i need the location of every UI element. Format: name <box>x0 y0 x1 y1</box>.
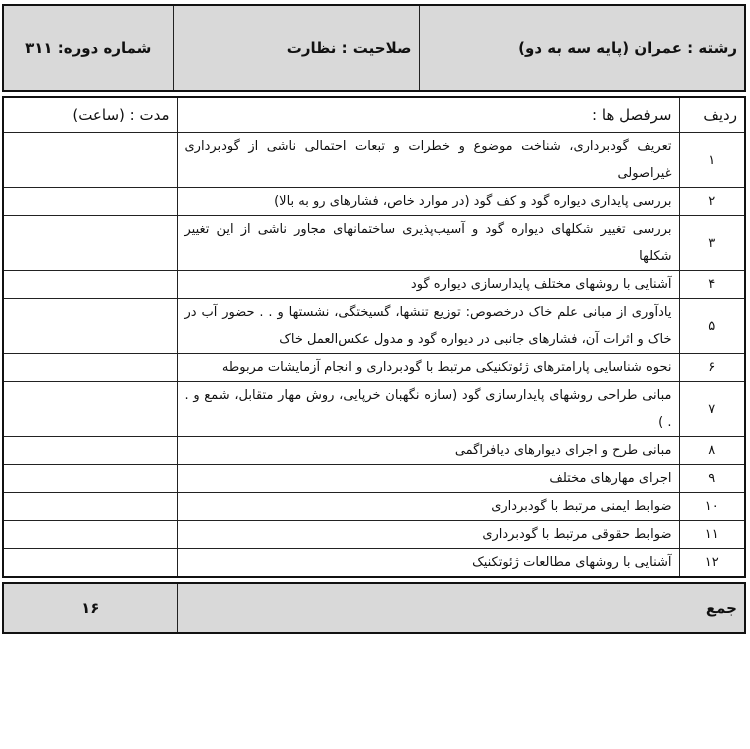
topics-header: سرفصل ها : <box>177 97 679 133</box>
table-row <box>3 216 745 271</box>
row-hours <box>3 133 177 188</box>
row-hours <box>3 216 177 271</box>
topics-body <box>3 133 745 578</box>
topic-text: مبانی طراحی روشهای پایدارسازی گود (سازه نگهبان خرپایی، روش مهار متقابل، شمع و . . ) <box>177 382 679 437</box>
row-number-header: ردیف <box>679 97 745 133</box>
topic-text: ضوابط حقوقی مرتبط با گودبرداری <box>177 521 679 549</box>
row-hours <box>3 521 177 549</box>
topics-table <box>2 96 746 578</box>
row-number: ۴ <box>679 271 745 299</box>
total-hours: ۱۶ <box>3 583 177 633</box>
row-hours <box>3 299 177 354</box>
syllabus-document <box>4 4 746 634</box>
row-number: ۶ <box>679 354 745 382</box>
row-number: ۳ <box>679 216 745 271</box>
row-number: ۷ <box>679 382 745 437</box>
topic-text: یادآوری از مبانی علم خاک درخصوص: توزیع تنشها، گسیختگی، نشستها و . . حضور آب در خاک و اثرات آن، فشارهای جانبی در دیواره گود و مدول عکس‌العمل خاک <box>177 299 679 354</box>
topic-text: آشنایی با روشهای مطالعات ژئوتکنیک <box>177 549 679 578</box>
table-row <box>3 271 745 299</box>
topic-text: نحوه شناسایی پارامترهای ژئوتکنیکی مرتبط با گودبرداری و انجام آزمایشات مربوطه <box>177 354 679 382</box>
table-row <box>3 382 745 437</box>
table-row <box>3 493 745 521</box>
topic-text: اجرای مهارهای مختلف <box>177 465 679 493</box>
row-number: ۱۱ <box>679 521 745 549</box>
field-label: رشته : عمران (پایه سه به دو) <box>419 5 745 91</box>
row-number: ۸ <box>679 437 745 465</box>
topic-text: تعریف گودبرداری، شناخت موضوع و خطرات و تبعات احتمالی ناشی از گودبرداری غیراصولی <box>177 133 679 188</box>
row-hours <box>3 271 177 299</box>
row-number: ۱۰ <box>679 493 745 521</box>
row-hours <box>3 465 177 493</box>
topic-text: مبانی طرح و اجرای دیوارهای دیافراگمی <box>177 437 679 465</box>
row-number: ۲ <box>679 188 745 216</box>
row-hours <box>3 188 177 216</box>
competency-label: صلاحیت : نظارت <box>173 5 419 91</box>
topic-text: بررسی پایداری دیواره گود و کف گود (در موارد خاص، فشارهای رو به بالا) <box>177 188 679 216</box>
course-header-table <box>2 4 746 92</box>
topic-text: ضوابط ایمنی مرتبط با گودبرداری <box>177 493 679 521</box>
table-row <box>3 188 745 216</box>
row-hours <box>3 437 177 465</box>
table-row <box>3 354 745 382</box>
topic-text: آشنایی با روشهای مختلف پایدارسازی دیواره گود <box>177 271 679 299</box>
row-number: ۱۲ <box>679 549 745 578</box>
row-hours <box>3 354 177 382</box>
total-label: جمع <box>177 583 745 633</box>
table-row <box>3 299 745 354</box>
table-row <box>3 465 745 493</box>
table-row <box>3 549 745 578</box>
course-number-label: شماره دوره: ۳۱۱ <box>3 5 173 91</box>
row-number: ۵ <box>679 299 745 354</box>
duration-header: مدت : (ساعت) <box>3 97 177 133</box>
total-table <box>2 582 746 634</box>
table-row <box>3 133 745 188</box>
row-hours <box>3 493 177 521</box>
topic-text: بررسی تغییر شکلهای دیواره گود و آسیب‌پذیری ساختمانهای مجاور ناشی از این تغییر شکلها <box>177 216 679 271</box>
row-number: ۱ <box>679 133 745 188</box>
row-hours <box>3 549 177 578</box>
row-hours <box>3 382 177 437</box>
table-row <box>3 521 745 549</box>
row-number: ۹ <box>679 465 745 493</box>
table-row <box>3 437 745 465</box>
